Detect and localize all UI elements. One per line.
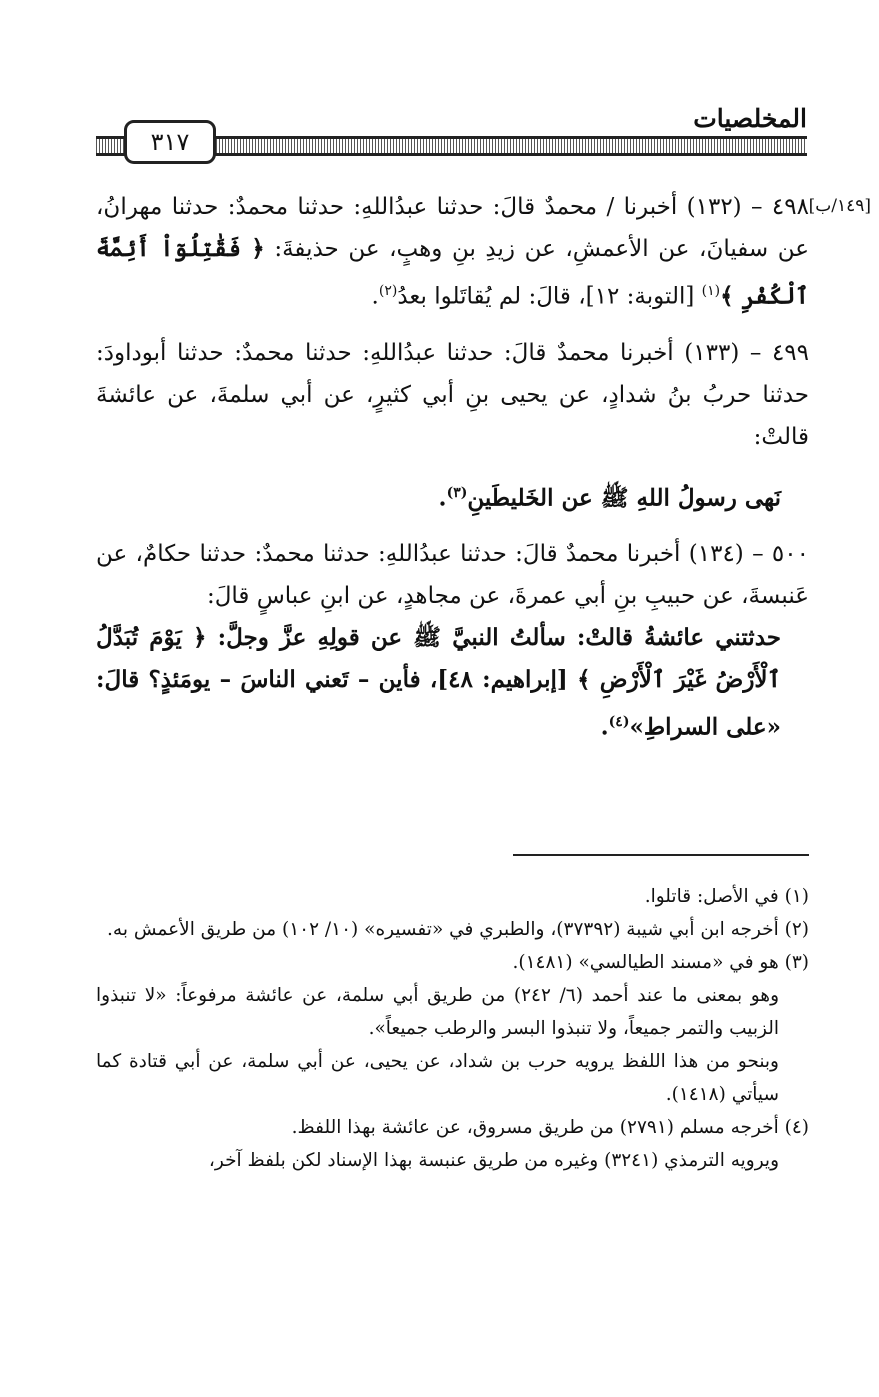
hadith-499 xyxy=(96,332,809,458)
hadith-end: . xyxy=(600,713,609,741)
hadith-matn xyxy=(96,472,809,520)
quran-quote: ﴿ فَقَٰتِلُوٓاْ أَئِمَّةَ ٱلْكُفْرِ ﴾ xyxy=(96,235,809,310)
running-title: المخلصيات xyxy=(693,104,807,133)
hadith-text: [التوبة: ١٢]، قالَ: لم يُقاتَلوا بعدُ xyxy=(397,283,702,310)
quran-quote: ﴿ يَوْمَ تُبَدَّلُ ٱلْأَرْضُ غَيْرَ ٱلْأَرْضِ ﴾ xyxy=(96,624,782,694)
footnote-4-cont: ويرويه الترمذي (٣٢٤١) وغيره من طريق عنبسة بهذا الإسناد لكن بلفظ آخر، xyxy=(208,1150,779,1171)
footnote-4: (٤) أخرجه مسلم (٢٧٩١) من طريق مسروق، عن عائشة بهذا اللفظ. xyxy=(291,1117,809,1138)
hadith-isnad: ٤٩٨ – (١٣٢) أخبرنا / محمدٌ قالَ: حدثنا عبدُاللهِ: حدثنا محمدٌ: حدثنا مهرانُ، عن سفيانَ، عن الأعمشِ، عن زيدِ بنِ وهبٍ، عن حذيفةَ: xyxy=(96,194,809,262)
matn-text: [إبراهيم: ٤٨]، فأين – تَعني الناسَ – يومَئذٍ؟ قالَ: «على السراطِ» xyxy=(96,666,781,741)
hadith-isnad: ٤٩٩ – (١٣٣) أخبرنا محمدٌ قالَ: حدثنا عبدُاللهِ: حدثنا محمدٌ: حدثنا أبوداودَ: حدثنا حربُ بنُ شدادٍ، عن يحيى بنِ أبي كثيرٍ، عن أبي سلمةَ، عن عائشةَ قالتْ: xyxy=(96,339,809,450)
footnotes xyxy=(96,880,809,1177)
hadith-end: . xyxy=(371,283,379,310)
matn-text: نَهى رسولُ اللهِ ﷺ عن الخَليطَينِ xyxy=(467,484,781,512)
footnote-ref: (١) xyxy=(701,283,721,299)
hadith-matn xyxy=(96,617,809,749)
footnote-ref: (٢) xyxy=(378,283,398,299)
footnote-ref: (٣) xyxy=(446,484,468,501)
main-text xyxy=(96,186,809,749)
hadith-498 xyxy=(96,186,809,318)
matn-text: حدثتني عائشةُ قالتْ: سألتُ النبيَّ ﷺ عن قولِهِ عزَّ وجلَّ: xyxy=(206,624,781,652)
manuscript-folio-ref: [١٤٩/ب] xyxy=(808,196,871,216)
footnote-2: (٢) أخرجه ابن أبي شيبة (٣٧٣٩٢)، والطبري في «تفسيره» (١٠/ ١٠٢) من طريق الأعمش به. xyxy=(107,919,809,940)
footnote-ref: (٤) xyxy=(608,714,630,731)
footnote-3-cont: وهو بمعنى ما عند أحمد (٦/ ٢٤٢) من طريق أبي سلمة، عن عائشة مرفوعاً: «لا تنبذوا الزبيب والتمر جميعاً، ولا تنبذوا البسر والرطب جميعاً». xyxy=(96,985,779,1039)
footnote-1: (١) في الأصل: قاتلوا. xyxy=(644,886,809,907)
footnote-3: (٣) هو في «مسند الطيالسي» (١٤٨١). xyxy=(512,952,809,973)
page-header xyxy=(96,96,807,166)
hadith-500 xyxy=(96,533,809,617)
footnote-3-cont: وبنحو من هذا اللفظ يرويه حرب بن شداد، عن يحيى، عن أبي سلمة، عن أبي قتادة كما سيأتي (١٤١٨). xyxy=(96,1051,779,1105)
hadith-isnad: ٥٠٠ – (١٣٤) أخبرنا محمدٌ قالَ: حدثنا عبدُاللهِ: حدثنا محمدٌ: حدثنا حكامٌ، عن عَنبسةَ، عن حبيبِ بنِ أبي عمرةَ، عن مجاهدٍ، عن ابنِ عباسٍ قالَ: xyxy=(96,541,809,610)
page-number: ٣١٧ xyxy=(124,120,216,164)
footnote-separator xyxy=(513,854,809,856)
hadith-end: . xyxy=(438,484,447,512)
